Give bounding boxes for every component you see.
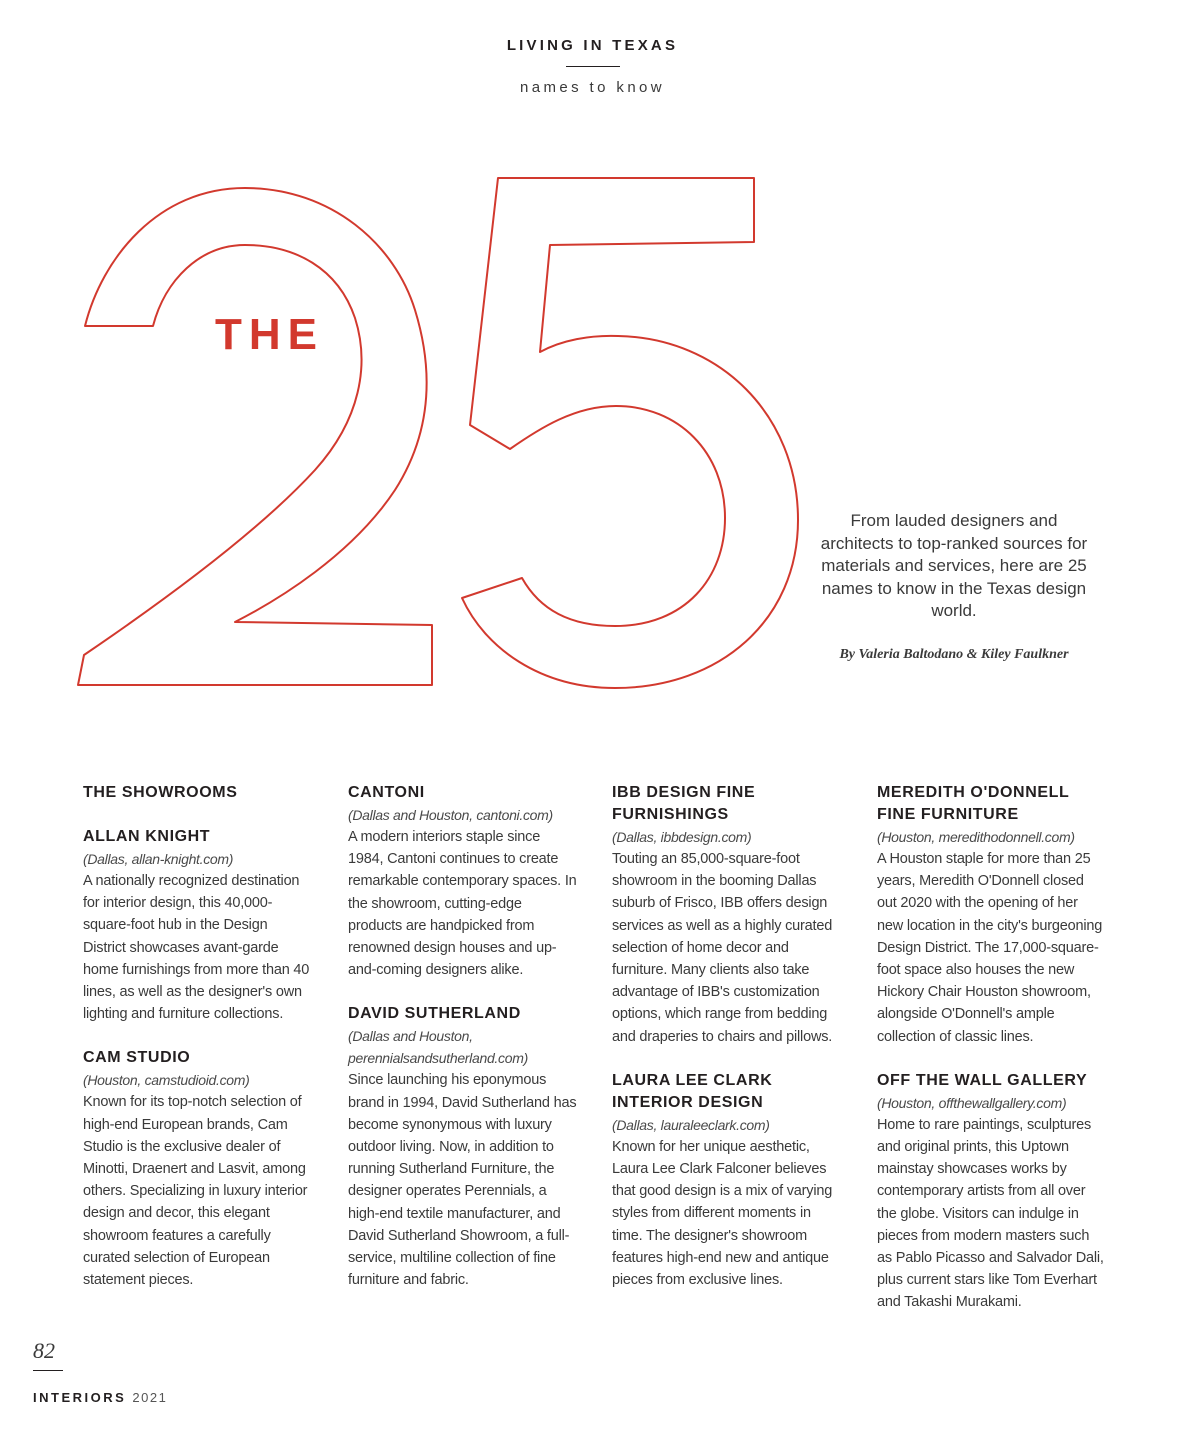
hero-digit-5 (462, 178, 798, 688)
entry-name: OFF THE WALL GALLERY (877, 1071, 1088, 1089)
entry-location: (Houston, offthewallgallery.com) (877, 1094, 1067, 1111)
entry-cantoni (348, 782, 578, 981)
entry-name: IBB DESIGN FINE FURNISHINGS (612, 784, 756, 823)
hero-digit-2 (78, 188, 432, 685)
publication-name: INTERIORS (33, 1390, 127, 1405)
column-2 (348, 782, 578, 1313)
entry-location: (Dallas and Houston, cantoni.com) (348, 807, 553, 823)
entry-name: LAURA LEE CLARK INTERIOR DESIGN (612, 1071, 773, 1111)
entry-location: (Dallas, allan-knight.com) (83, 851, 234, 867)
entry-location: (Dallas, ibbdesign.com) (612, 829, 752, 845)
entry-body: Known for her unique aesthetic, Laura Lee Clark Falconer believes that good design is a mix of varying styles from different moments in time. The designer's showroom features high-end new and antique pieces from exclusive lines. (612, 1138, 833, 1289)
footer-folio (33, 1390, 167, 1405)
hero-the: THE (215, 310, 324, 359)
publication-year: 2021 (132, 1390, 168, 1405)
section-kicker: LIVING IN TEXAS (506, 37, 679, 54)
kicker-divider (566, 66, 620, 67)
entry-body: A nationally recognized destination for interior design, this 40,000-square-foot hub in the Design District showcases avant-garde home furnishings from more than 40 lines, as well as the designer's own lighting and furniture collections. (83, 873, 310, 1023)
page-number-rule (33, 1370, 63, 1371)
byline: By Valeria Baltodano & Kiley Faulkner (839, 647, 1069, 662)
entry-body: Since launching his eponymous brand in 1994, David Sutherland has become synonymous with luxury outdoor living. Now, in addition to running Sutherland Furniture, the designer operates Perennials, a high-end textile manufacturer, and David Sutherland Showroom, a full-service, multiline collection of fine furniture and fabric. (348, 1072, 577, 1289)
entry-cam-studio (83, 1047, 313, 1291)
intro-text: From lauded designers and architects to top-ranked sources for materials and services, here are 25 names to know in the Texas design world. (820, 511, 1088, 620)
entry-body: A Houston staple for more than 25 years, Meredith O'Donnell closed out 2020 with the opening of her new location in the city's burgeoning Design District. The 17,000-square-foot space also houses the new Hickory Chair Houston showroom, alongside O'Donnell's ample collection of classic lines. (877, 851, 1103, 1045)
section-subkicker: names to know (519, 79, 666, 96)
column-3 (612, 782, 842, 1313)
entry-location: (Houston, camstudioid.com) (83, 1072, 250, 1089)
entry-name: CAM STUDIO (83, 1049, 191, 1067)
entry-body: Touting an 85,000-square-foot showroom in the booming Dallas suburb of Frisco, IBB offers design services as well as a highly curated selection of home decor and furniture. Many clients also take advantage of IBB's customization options, which range from bedding and draperies to chairs and pillows. (612, 851, 833, 1045)
entry-laura-lee-clark (612, 1070, 842, 1291)
entry-body: A modern interiors staple since 1984, Cantoni continues to create remarkable contemporary spaces. In the showroom, cutting-edge products are handpicked from renowned design houses and up-and-coming designers alike. (348, 829, 577, 979)
entry-location: (Dallas and Houston, perennialsandsutherland.com) (348, 1028, 528, 1067)
entry-location: (Dallas, lauraleeclark.com) (612, 1116, 770, 1133)
entry-allan-knight (83, 826, 313, 1025)
page-number: 82 (33, 1338, 55, 1363)
entry-name: ALLAN KNIGHT (83, 828, 211, 845)
entry-david-sutherland (348, 1003, 578, 1291)
entry-ibb-design (612, 782, 842, 1048)
entry-name: DAVID SUTHERLAND (348, 1005, 521, 1023)
entry-body: Home to rare paintings, sculptures and original prints, this Uptown mainstay showcases works by contemporary artists from all over the globe. Visitors can indulge in pieces from modern masters such as Pablo Picasso and Salvador Dali, plus current stars like Tom Everhart and Takashi Murakami. (877, 1116, 1104, 1311)
entry-name: CANTONI (348, 784, 425, 801)
column-1 (83, 782, 313, 1313)
entry-meredith-odonnell (877, 782, 1107, 1048)
entry-name: MEREDITH O'DONNELL FINE FURNITURE (877, 784, 1070, 823)
section-heading: THE SHOWROOMS (83, 784, 238, 801)
entry-off-the-wall (877, 1070, 1107, 1314)
column-4 (877, 782, 1107, 1336)
entry-body: Known for its top-notch selection of high-end European brands, Cam Studio is the exclusive dealer of Minotti, Draenert and Lasvit, among others. Specializing in luxury interior design and decor, this elegant showroom features a carefully curated selection of European statement pieces. (83, 1094, 308, 1289)
hero-number-25 (70, 170, 810, 695)
entry-location: (Houston, meredithodonnell.com) (877, 829, 1075, 845)
